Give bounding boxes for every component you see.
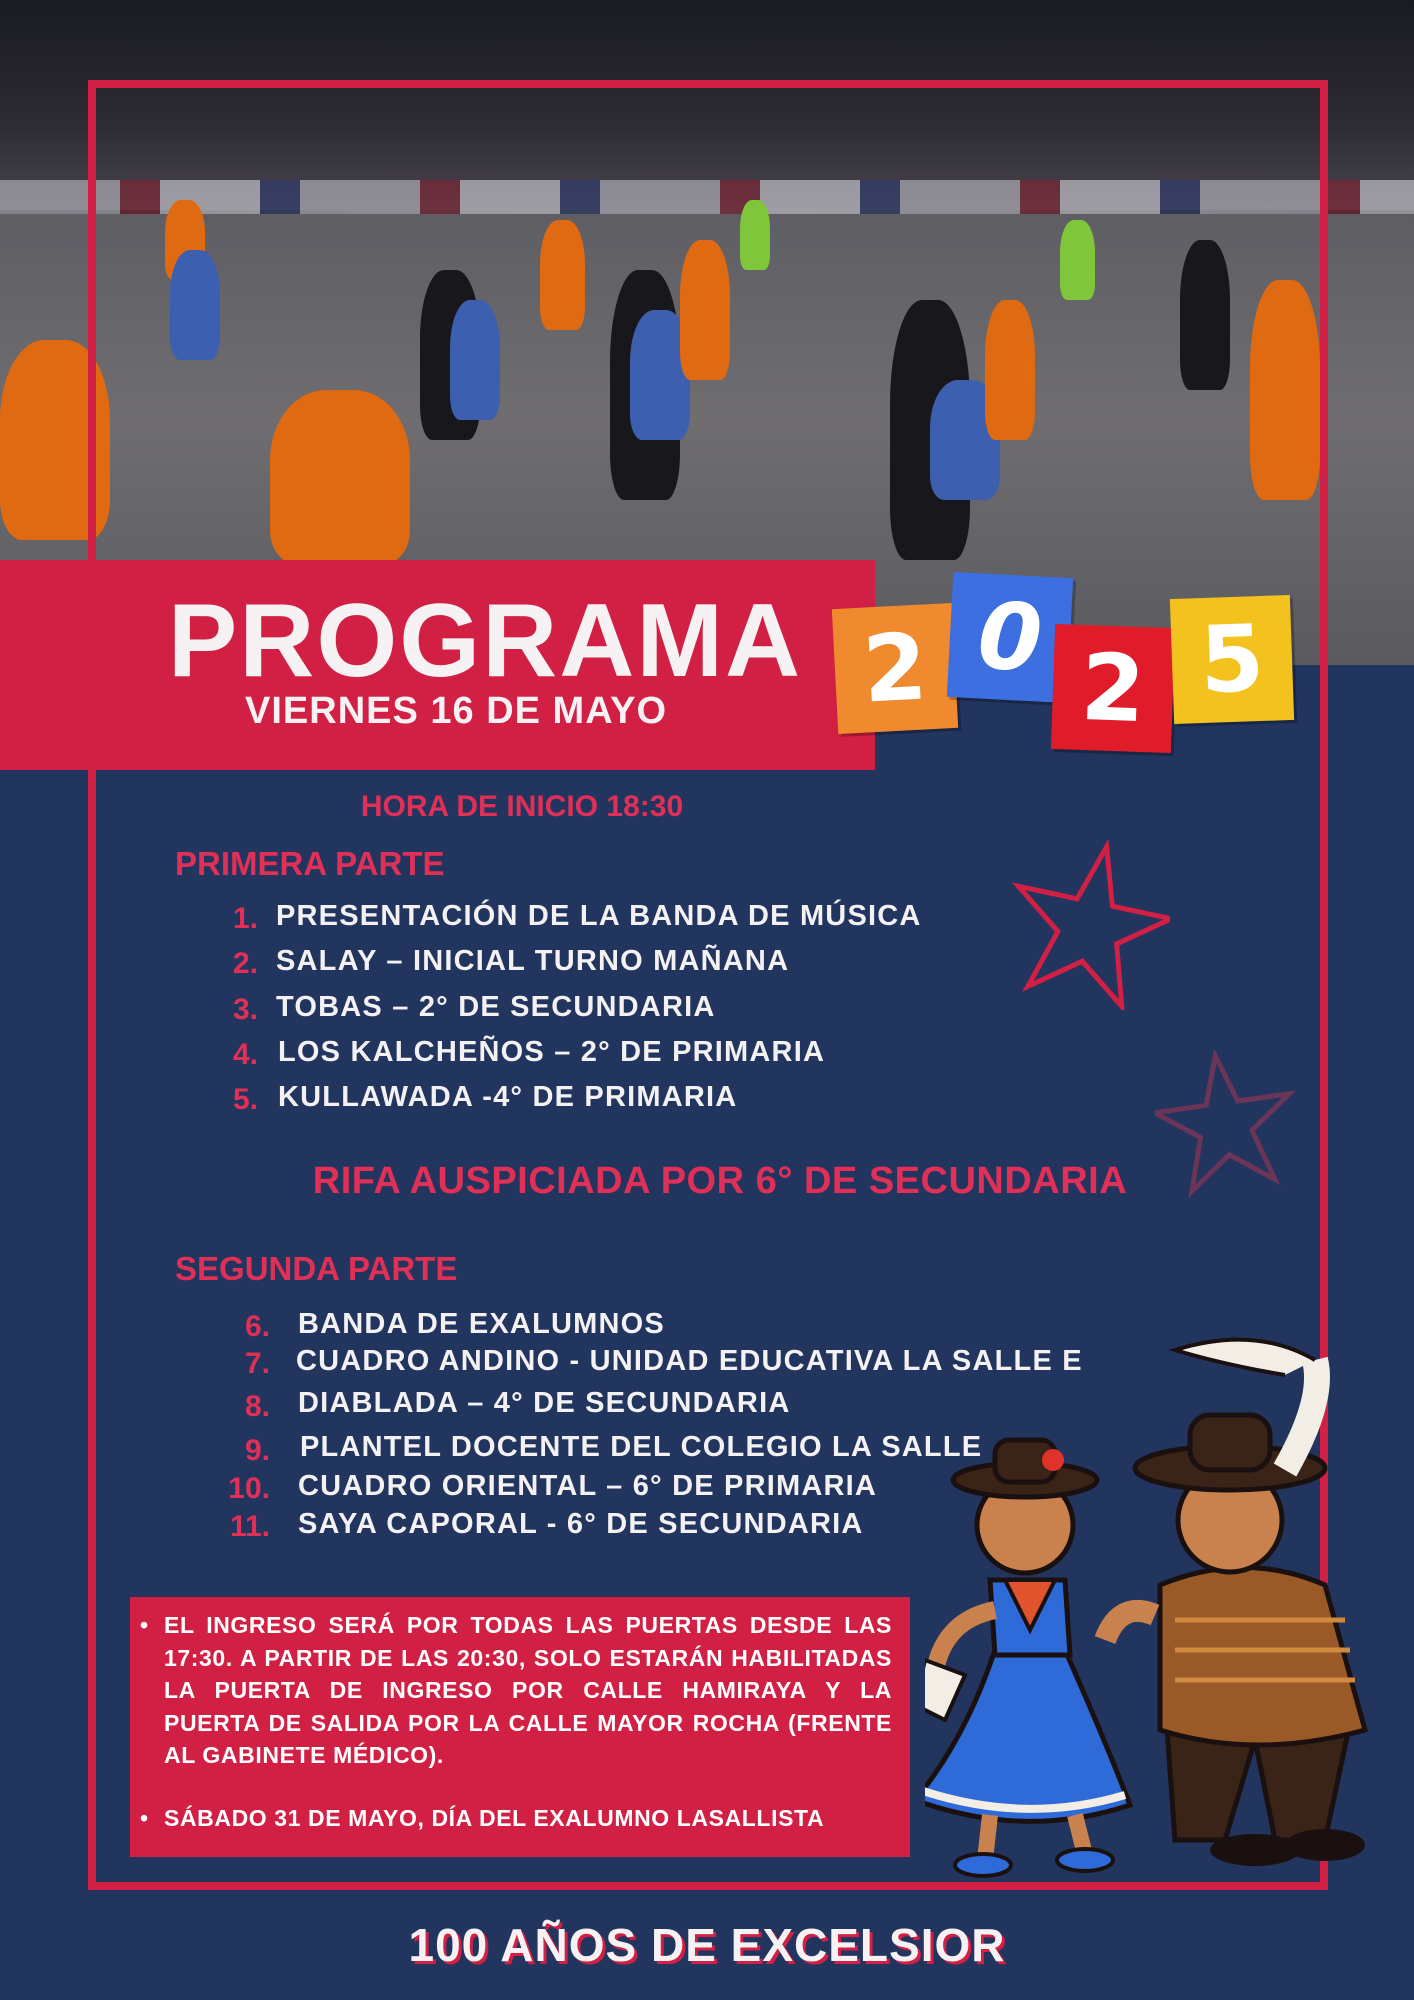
part-two-heading: SEGUNDA PARTE xyxy=(175,1250,458,1287)
item-number: 2. xyxy=(232,947,258,980)
event-date: VIERNES 16 DE MAYO xyxy=(245,690,668,732)
item-text: DIABLADA – 4° DE SECUNDARIA xyxy=(298,1387,791,1419)
year-digit: 2 xyxy=(860,613,930,724)
item-number: 7. xyxy=(244,1347,270,1380)
item-text: CUADRO ANDINO - UNIDAD EDUCATIVA LA SALLE E xyxy=(296,1345,1083,1377)
item-number: 4. xyxy=(232,1038,258,1071)
item-number: 6. xyxy=(244,1310,270,1343)
year-digit-tile xyxy=(1170,595,1294,724)
item-text: PLANTEL DOCENTE DEL COLEGIO LA SALLE xyxy=(300,1431,983,1463)
year-digit: 2 xyxy=(1079,633,1147,744)
item-text: SAYA CAPORAL - 6° DE SECUNDARIA xyxy=(298,1508,864,1540)
item-number: 5. xyxy=(232,1083,258,1116)
item-number: 9. xyxy=(244,1434,270,1467)
item-text: KULLAWADA -4° DE PRIMARIA xyxy=(278,1081,738,1113)
year-digit: 5 xyxy=(1198,604,1266,715)
item-number: 8. xyxy=(244,1390,270,1423)
year-digit-tile xyxy=(1051,624,1175,753)
item-number: 11. xyxy=(229,1510,270,1543)
item-text: TOBAS – 2° DE SECUNDARIA xyxy=(276,991,716,1023)
background-panel xyxy=(0,665,88,2000)
year-digit-tile xyxy=(832,603,958,734)
star-outline-icon xyxy=(1155,1050,1295,1200)
star-outline-icon xyxy=(1010,840,1170,1010)
raffle-note: RIFA AUSPICIADA POR 6° DE SECUNDARIA xyxy=(312,1160,1128,1202)
item-text: PRESENTACIÓN DE LA BANDA DE MÚSICA xyxy=(276,900,922,932)
folk-dancing-couple-illustration xyxy=(925,1320,1385,1880)
notice-text: • EL INGRESO SERÁ POR TODAS LAS PUERTAS DESDE LAS 17:30. A PARTIR DE LAS 20:30, SOLO ESTARÁN HABILITADAS LA PUERTA DE INGRESO POR CALLE HAMIRAYA Y LA PUERTA DE SALIDA POR LA CALLE MAYOR ROCHA (FRENTE AL GABINETE MÉDICO). xyxy=(164,1609,892,1772)
part-one-heading: PRIMERA PARTE xyxy=(175,845,445,882)
item-text: SALAY – INICIAL TURNO MAÑANA xyxy=(276,945,790,977)
item-text: BANDA DE EXALUMNOS xyxy=(298,1308,665,1340)
start-time: HORA DE INICIO 18:30 xyxy=(360,790,684,823)
item-number: 10. xyxy=(228,1472,270,1505)
item-number: 1. xyxy=(232,902,258,935)
footer-slogan: 100 AÑOS DE EXCELSIOR xyxy=(408,1919,1006,1971)
item-text: LOS KALCHEÑOS – 2° DE PRIMARIA xyxy=(278,1036,826,1068)
year-digit: 0 xyxy=(975,582,1045,693)
item-text: CUADRO ORIENTAL – 6° DE PRIMARIA xyxy=(298,1470,878,1502)
poster-title: PROGRAMA xyxy=(167,583,803,699)
item-number: 3. xyxy=(232,993,258,1026)
notice-box xyxy=(130,1597,910,1857)
notice-text: • SÁBADO 31 DE MAYO, DÍA DEL EXALUMNO LASALLISTA xyxy=(164,1802,892,1835)
